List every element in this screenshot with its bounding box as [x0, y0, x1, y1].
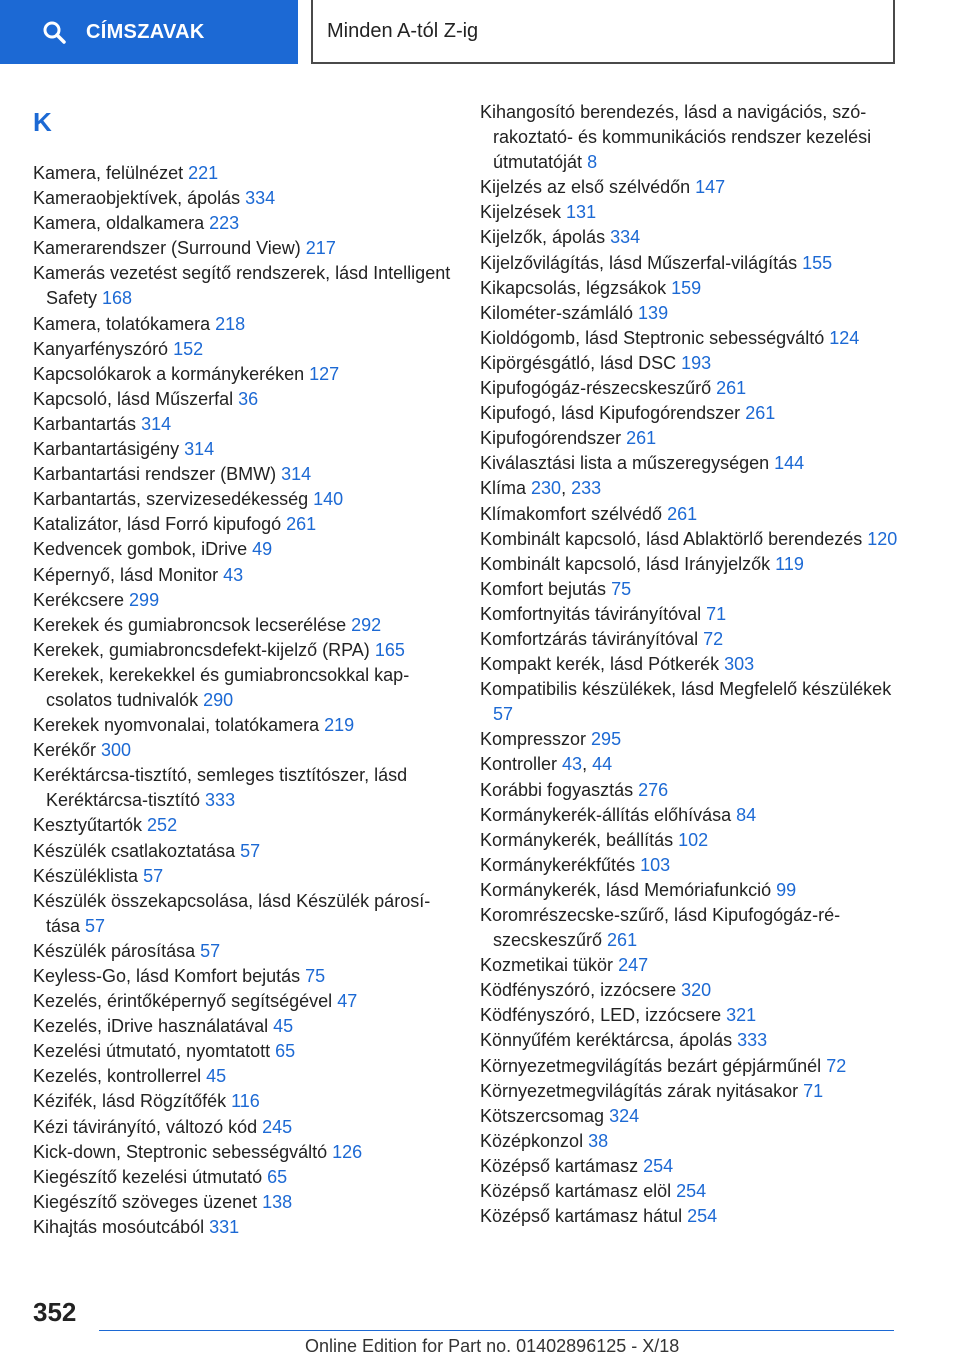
- page-link[interactable]: 290: [203, 689, 234, 710]
- index-entry: [33, 813, 453, 838]
- index-entry: [480, 225, 900, 250]
- index-entry-text: Könnyűfém keréktárcsa, ápolás: [480, 1030, 738, 1051]
- page-link[interactable]: 99: [776, 879, 797, 900]
- page-link[interactable]: 303: [724, 654, 755, 675]
- index-entry: [480, 1028, 900, 1053]
- index-entry-text: Középkonzol: [480, 1130, 589, 1151]
- page-link[interactable]: 120: [867, 528, 898, 549]
- page-link[interactable]: 84: [736, 804, 757, 825]
- page-link[interactable]: 292: [351, 614, 382, 635]
- index-entry: [480, 276, 900, 301]
- index-entry: [480, 552, 900, 577]
- page-link[interactable]: 261: [745, 403, 776, 424]
- index-entry-text: Kerekek és gumiabroncsok lecserélése: [33, 614, 352, 635]
- page-link[interactable]: 261: [667, 503, 698, 524]
- index-entry-text: Készülék párosítása: [33, 940, 201, 961]
- index-entry: [33, 1165, 453, 1190]
- index-entry: [33, 1039, 453, 1064]
- page-link[interactable]: 314: [184, 439, 215, 460]
- index-entry-text: Ködfényszóró, izzócsere: [480, 980, 682, 1001]
- index-entry: [33, 889, 453, 939]
- index-entry-text: Kiválasztási lista a műszeregységen: [480, 453, 775, 474]
- footer-edition: Online Edition for Part no. 01402896125 - X/18: [305, 1336, 680, 1356]
- page-link[interactable]: 44: [592, 754, 613, 775]
- page-link[interactable]: 124: [829, 327, 860, 348]
- index-entry-text: Kormánykerék-állítás előhívása: [480, 804, 737, 825]
- page-link[interactable]: 140: [313, 489, 344, 510]
- page-link[interactable]: 333: [205, 790, 236, 811]
- index-entry-text: Kijelzők, ápolás: [480, 227, 611, 248]
- index-entry: [33, 387, 453, 412]
- index-entry: [33, 512, 453, 537]
- index-entry: [480, 1179, 900, 1204]
- index-entry: [33, 487, 453, 512]
- index-entry-text: Kormánykerék, lásd Memóriafunkció: [480, 879, 777, 900]
- page-link[interactable]: 321: [726, 1005, 757, 1026]
- page-link[interactable]: 230: [531, 478, 562, 499]
- page-link[interactable]: 333: [737, 1030, 768, 1051]
- page-link[interactable]: 57: [493, 704, 514, 725]
- index-entry-text: Kick-down, Steptronic sebességváltó: [33, 1141, 333, 1162]
- page-link[interactable]: 45: [206, 1066, 227, 1087]
- page-link[interactable]: 144: [774, 453, 805, 474]
- index-entry-text: Kezelés, kontrollerrel: [33, 1066, 207, 1087]
- page-link[interactable]: 261: [607, 930, 638, 951]
- page-link[interactable]: 254: [643, 1155, 674, 1176]
- index-entry-text: Kompakt kerék, lásd Pótkerék: [480, 654, 725, 675]
- page-link[interactable]: 57: [200, 940, 221, 961]
- index-entry-text: Kezelési útmutató, nyomtatott: [33, 1041, 276, 1062]
- index-entry: [480, 1054, 900, 1079]
- page-link[interactable]: 131: [566, 202, 597, 223]
- page-link[interactable]: 233: [571, 478, 602, 499]
- index-entry-text: Kijelzés az első szélvédőn: [480, 177, 696, 198]
- index-entry-text: Kormánykerékfűtés: [480, 854, 641, 875]
- index-entry-text: Kamerás vezetést segítő rendszerek, lásd Intelligent Safety: [33, 263, 451, 309]
- index-entry: [480, 301, 900, 326]
- index-entry: [33, 738, 453, 763]
- page-link[interactable]: 295: [591, 729, 622, 750]
- index-entry-text: Kerekek nyomvonalai, tolatókamera: [33, 715, 325, 736]
- search-icon: [42, 20, 66, 44]
- page-link[interactable]: 247: [618, 955, 649, 976]
- index-entry-text: Kamera, tolatókamera: [33, 313, 216, 334]
- index-entry: [33, 462, 453, 487]
- index-entry-text: Készülék csatlakoztatása: [33, 840, 241, 861]
- index-entry-text: Középső kartámasz hátul: [480, 1206, 688, 1227]
- index-entry-text: Kozmetikai tükör: [480, 955, 619, 976]
- page-link[interactable]: 314: [141, 413, 172, 434]
- index-entry: [33, 839, 453, 864]
- index-entry: [33, 412, 453, 437]
- index-entry: [33, 1064, 453, 1089]
- index-entry-text: Kesztyűtartók: [33, 815, 148, 836]
- index-entry: [480, 878, 900, 903]
- page-link[interactable]: 223: [209, 213, 240, 234]
- index-entry: [33, 1014, 453, 1039]
- index-entry: [480, 903, 900, 953]
- index-entry: [33, 537, 453, 562]
- index-entry-text: Kameraobjektívek, ápolás: [33, 188, 246, 209]
- page-link[interactable]: 254: [687, 1206, 718, 1227]
- index-entry: [33, 964, 453, 989]
- index-entry: [33, 161, 453, 186]
- index-list-right: [480, 100, 900, 1229]
- index-column-left: [33, 100, 453, 1240]
- index-entry: [33, 1089, 453, 1114]
- index-entry-text: Kamerarendszer (Surround View): [33, 238, 306, 259]
- index-entry-text: Kedvencek gombok, iDrive: [33, 539, 253, 560]
- index-entry-text: Kipufogógáz-részecskeszűrő: [480, 378, 717, 399]
- index-entry: [33, 989, 453, 1014]
- index-entry: [33, 939, 453, 964]
- page-link[interactable]: 218: [215, 313, 246, 334]
- index-entry: [480, 351, 900, 376]
- index-entry: [480, 1003, 900, 1028]
- index-entry-text: Kipörgésgátló, lásd DSC: [480, 352, 682, 373]
- index-entry-text: Karbantartásigény: [33, 439, 185, 460]
- index-entry: [480, 853, 900, 878]
- page-link[interactable]: 219: [324, 715, 355, 736]
- index-entry: [33, 312, 453, 337]
- index-entry-text: Képernyő, lásd Monitor: [33, 564, 224, 585]
- page-link[interactable]: 221: [188, 163, 219, 183]
- page-link[interactable]: 217: [305, 238, 336, 259]
- index-entry-text: Kioldógomb, lásd Steptronic sebességváltó: [480, 327, 830, 348]
- index-entry-text: Kijelzések: [480, 202, 567, 223]
- index-entry: [33, 362, 453, 387]
- tab-minden-a-z[interactable]: [311, 0, 895, 64]
- page-link[interactable]: 126: [332, 1141, 363, 1162]
- index-entry-text: Kombinált kapcsoló, lásd Ablaktörlő berendezés: [480, 528, 868, 549]
- page-link[interactable]: 254: [676, 1181, 707, 1202]
- index-entry-text: Keréktárcsa-tisztító, semleges tisztítószer, lásd Keréktárcsa-tisztító: [33, 765, 408, 811]
- index-entry-text: Klímakomfort szélvédő: [480, 503, 668, 524]
- page-link[interactable]: 43: [223, 564, 244, 585]
- page-link[interactable]: 320: [681, 980, 712, 1001]
- index-entry-text: Kipufogó, lásd Kipufogórendszer: [480, 403, 746, 424]
- index-entry-text: Katalizátor, lásd Forró kipufogó: [33, 514, 287, 535]
- index-entry-text: Kontroller: [480, 754, 563, 775]
- index-entry-text: Koromrészecske-szűrő, lásd Kipufogógáz-részecskeszűrő: [480, 905, 841, 951]
- index-entry: [33, 864, 453, 889]
- page-link[interactable]: 334: [245, 188, 276, 209]
- section-letter: K: [33, 107, 52, 137]
- index-entry: [33, 236, 453, 261]
- page-link[interactable]: 245: [262, 1116, 293, 1137]
- index-entry: [480, 627, 900, 652]
- page-link[interactable]: 314: [281, 464, 312, 485]
- index-entry: [480, 401, 900, 426]
- index-entry-text: Környezetmegvilágítás bezárt gépjárműnél: [480, 1055, 827, 1076]
- page-link[interactable]: 193: [681, 352, 712, 373]
- index-entry: [480, 326, 900, 351]
- page-link[interactable]: 300: [101, 740, 132, 761]
- page-link[interactable]: 38: [588, 1130, 609, 1151]
- index-entry: [480, 1129, 900, 1154]
- index-entry: [33, 337, 453, 362]
- index-entry-text: Kerékcsere: [33, 589, 130, 610]
- page-link[interactable]: 65: [267, 1166, 288, 1187]
- index-entry-text: Kézi távirányító, változó kód: [33, 1116, 263, 1137]
- index-entry: Kontroller 43, 44: [480, 754, 613, 775]
- index-column-right: [480, 100, 900, 1229]
- index-entry: [33, 1115, 453, 1140]
- index-entry-text: Kijelzővilágítás, lásd Műszerfal-világítás: [480, 252, 803, 273]
- page-link[interactable]: 116: [231, 1091, 260, 1112]
- index-entry: [33, 261, 453, 311]
- page-link[interactable]: 103: [640, 854, 671, 875]
- index-entry-text: Kihangosító berendezés, lásd a navigációs, szórakoztató- és kommunikációs rendszer kezelési útmutatóját: [480, 102, 872, 173]
- index-entry: [33, 1140, 453, 1165]
- index-entry: [480, 953, 900, 978]
- index-entry: [480, 527, 900, 552]
- page-link[interactable]: 127: [309, 363, 340, 384]
- index-entry-text: Készülék összekapcsolása, lásd Készülék párosítása: [33, 890, 431, 936]
- index-entry: [33, 211, 453, 236]
- index-entry-text: Kamera, felülnézet: [33, 163, 189, 183]
- index-entry: [480, 451, 900, 476]
- index-entry-text: Középső kartámasz elöl: [480, 1181, 677, 1202]
- page-link[interactable]: 75: [611, 578, 632, 599]
- index-entry: [480, 677, 900, 727]
- index-entry: [480, 577, 900, 602]
- index-entry: [480, 778, 900, 803]
- index-entry-text: Kerekek, gumiabroncsdefekt-kijelző (RPA): [33, 639, 375, 660]
- index-entry: [33, 713, 453, 738]
- page-link[interactable]: 276: [638, 779, 669, 800]
- page-link[interactable]: 152: [173, 338, 204, 359]
- index-entry-text: Klíma: [480, 478, 532, 499]
- index-entry: [480, 251, 900, 276]
- index-entry: [33, 563, 453, 588]
- index-entry: [33, 1190, 453, 1215]
- index-entry-text: Ködfényszóró, LED, izzócsere: [480, 1005, 727, 1026]
- index-entry-text: Karbantartás: [33, 413, 142, 434]
- tab-cimszavak-label: CÍMSZAVAK: [86, 20, 205, 43]
- index-entry: [33, 613, 453, 638]
- index-entry-text: Kötszercsomag: [480, 1105, 610, 1126]
- page-link[interactable]: 159: [671, 277, 702, 298]
- page-link[interactable]: 57: [143, 865, 164, 886]
- page-link[interactable]: 331: [209, 1216, 240, 1237]
- page-link[interactable]: 75: [305, 966, 326, 986]
- index-entry-text: Kezelés, iDrive használatával: [33, 1016, 274, 1037]
- index-entry-text: Kormánykerék, beállítás: [480, 829, 679, 850]
- index-entry-text: Környezetmegvilágítás zárak nyitásakor: [480, 1080, 804, 1101]
- page-link[interactable]: 334: [610, 227, 641, 248]
- index-entry-text: Kipufogórendszer: [480, 428, 627, 449]
- page-link[interactable]: 72: [703, 628, 724, 649]
- index-entry: [480, 828, 900, 853]
- page-link[interactable]: 299: [129, 589, 160, 610]
- index-entry: [480, 376, 900, 401]
- index-entry: [480, 1204, 900, 1229]
- page-link[interactable]: 147: [695, 177, 726, 198]
- index-entry-text: Kapcsoló, lásd Műszerfal: [33, 388, 239, 409]
- index-entry: [480, 978, 900, 1003]
- index-entry: [33, 1215, 453, 1240]
- index-entry: [33, 638, 453, 663]
- index-entry: [480, 100, 900, 175]
- page-link[interactable]: 47: [337, 991, 358, 1012]
- page-link[interactable]: 261: [286, 514, 317, 535]
- index-entry: [480, 1104, 900, 1129]
- index-entry: [480, 803, 900, 828]
- index-entry-text: Karbantartási rendszer (BMW): [33, 464, 282, 485]
- index-entry-text: Kapcsolókarok a kormánykeréken: [33, 363, 310, 384]
- index-entry-text: Kihajtás mosóutcából: [33, 1216, 210, 1237]
- index-entry-text: Készüléklista: [33, 865, 144, 886]
- index-list-left: [33, 161, 453, 1240]
- page-link[interactable]: 71: [706, 603, 727, 624]
- index-entry: [480, 200, 900, 225]
- index-entry: [480, 1154, 900, 1179]
- index-entry: [480, 602, 900, 627]
- index-entry: [480, 652, 900, 677]
- page-link[interactable]: 36: [238, 388, 259, 409]
- index-entry-text: Kombinált kapcsoló, lásd Irányjelzők: [480, 553, 776, 574]
- index-entry-text: Kiegészítő kezelési útmutató: [33, 1166, 268, 1187]
- index-entry-text: Kilométer-számláló: [480, 302, 639, 323]
- page-link[interactable]: 119: [775, 553, 804, 574]
- index-entry-text: Kezelés, érintőképernyő segítségével: [33, 991, 338, 1012]
- index-entry-text: Karbantartás, szervizesedékesség: [33, 489, 314, 510]
- index-entry-text: Kézifék, lásd Rögzítőfék: [33, 1091, 232, 1112]
- index-entry: [480, 426, 900, 451]
- index-entry-text: Kikapcsolás, légzsákok: [480, 277, 672, 298]
- index-entry-text: Keyless-Go, lásd Komfort bejutás: [33, 966, 306, 986]
- page-link[interactable]: 138: [262, 1191, 293, 1212]
- index-entry: [33, 437, 453, 462]
- page-number: 352: [33, 1297, 77, 1327]
- index-entry-text: Kanyarfényszóró: [33, 338, 174, 359]
- index-entry-text: Kiegészítő szöveges üzenet: [33, 1191, 263, 1212]
- page-link[interactable]: 57: [240, 840, 261, 861]
- page-link[interactable]: 165: [374, 639, 405, 660]
- page-link[interactable]: 8: [587, 152, 598, 173]
- index-entry-text: Komfortzárás távirányítóval: [480, 628, 704, 649]
- page-link[interactable]: 49: [252, 539, 273, 560]
- index-entry-text: Középső kartámasz: [480, 1155, 644, 1176]
- page-link[interactable]: 324: [609, 1105, 640, 1126]
- index-entry-text: Kerékőr: [33, 740, 102, 761]
- page-link[interactable]: 155: [802, 252, 833, 273]
- index-entry-text: Komfort bejutás: [480, 578, 612, 599]
- index-entry-text: Korábbi fogyasztás: [480, 779, 639, 800]
- page-link[interactable]: 261: [716, 378, 747, 399]
- page-link[interactable]: 102: [678, 829, 709, 850]
- index-entry: [33, 588, 453, 613]
- index-entry-text: Kompatibilis készülékek, lásd Megfelelő készülékek: [480, 679, 892, 700]
- page-link[interactable]: 252: [147, 815, 178, 836]
- index-entry: [33, 663, 453, 713]
- footer-divider: [99, 1330, 894, 1331]
- page-link[interactable]: 72: [826, 1055, 847, 1076]
- page-link[interactable]: 168: [102, 288, 133, 309]
- page-link[interactable]: 43: [562, 754, 583, 775]
- page-link[interactable]: 261: [626, 428, 657, 449]
- index-entry-text: Kompresszor: [480, 729, 592, 750]
- index-entry: [480, 727, 900, 752]
- page-link[interactable]: 65: [275, 1041, 296, 1062]
- page-link[interactable]: 45: [273, 1016, 294, 1037]
- page-link[interactable]: 57: [85, 915, 106, 936]
- index-entry-text: Kerekek, kerekekkel és gumiabroncsokkal kapcsolatos tudnivalók: [33, 664, 410, 710]
- page-link[interactable]: 139: [638, 302, 669, 323]
- tab-minden-a-z-label: Minden A-tól Z-ig: [327, 19, 479, 42]
- index-entry: [33, 186, 453, 211]
- index-entry: [480, 502, 900, 527]
- index-entry-text: Komfortnyitás távirányítóval: [480, 603, 707, 624]
- index-entry: Klíma 230, 233: [480, 478, 602, 499]
- index-entry-text: Kamera, oldalkamera: [33, 213, 210, 234]
- index-entry: [480, 1079, 900, 1104]
- index-entry: [33, 763, 453, 813]
- index-entry: [480, 175, 900, 200]
- page-link[interactable]: 71: [803, 1080, 824, 1101]
- tab-cimszavak[interactable]: [0, 0, 298, 64]
